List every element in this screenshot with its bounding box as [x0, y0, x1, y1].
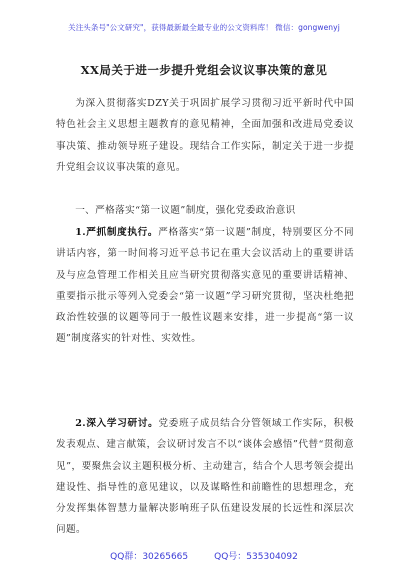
footer-contacts	[0, 549, 408, 562]
item-paragraph-2	[56, 413, 354, 541]
document-title: XX局关于进一步提升党组会议议事决策的意见	[80, 63, 328, 77]
section-heading: 一、严格落实“第一议题”制度，强化党委政治意识	[75, 205, 296, 216]
item-2-text: 党委班子成员结合分管领域工作实际，积极发表观点、建言献策，会议研讨发言不以“谈体会感悟”代替“贯彻意见”，要聚焦会议主题积极分析、主动建言，结合个人思考领会提出建设性、指导性的意见建议，以及谋略性和前瞻性的思想理念，充分发挥集体智慧力量解决影响班子队伍建设发展的长远性和深层次问题。	[56, 418, 354, 536]
footer-qq-group: QQ群：30265665	[110, 552, 189, 562]
header-banner: 关注头条号"公文研究"，获得最新最全最专业的公文资料库！ 微信：gongwenyj	[68, 23, 340, 32]
footer-qq-number: QQ号：535304092	[214, 552, 298, 562]
item-2-lead: 2.深入学习研讨。	[75, 418, 159, 429]
item-1-text: 严格落实“第一议题”制度，特别要区分不同讲话内容，第一时间将习近平总书记在重大会议活动上的重要讲话及与应急管理工作相关且应当研究贯彻落实意见的重要讲话精神、重要指示批示等列入党委会“第一议题”学习研究贯彻，坚决杜绝把政治性较强的议题等同于一般性议题来安排，进一步提高“第一议题”制度落实的针对性、实效性。	[56, 227, 354, 345]
intro-paragraph: 为深入贯彻落实DZY关于巩固扩展学习贯彻习近平新时代中国特色社会主义思想主题教育的意见精神，全面加强和改进局党委议事决策、推动领导班子建设。现结合工作实际，制定关于进一步提升党组会议议事决策的意见。	[56, 98, 354, 173]
item-1-lead: 1.严抓制度执行。	[75, 227, 159, 238]
item-paragraph-1	[56, 222, 354, 350]
